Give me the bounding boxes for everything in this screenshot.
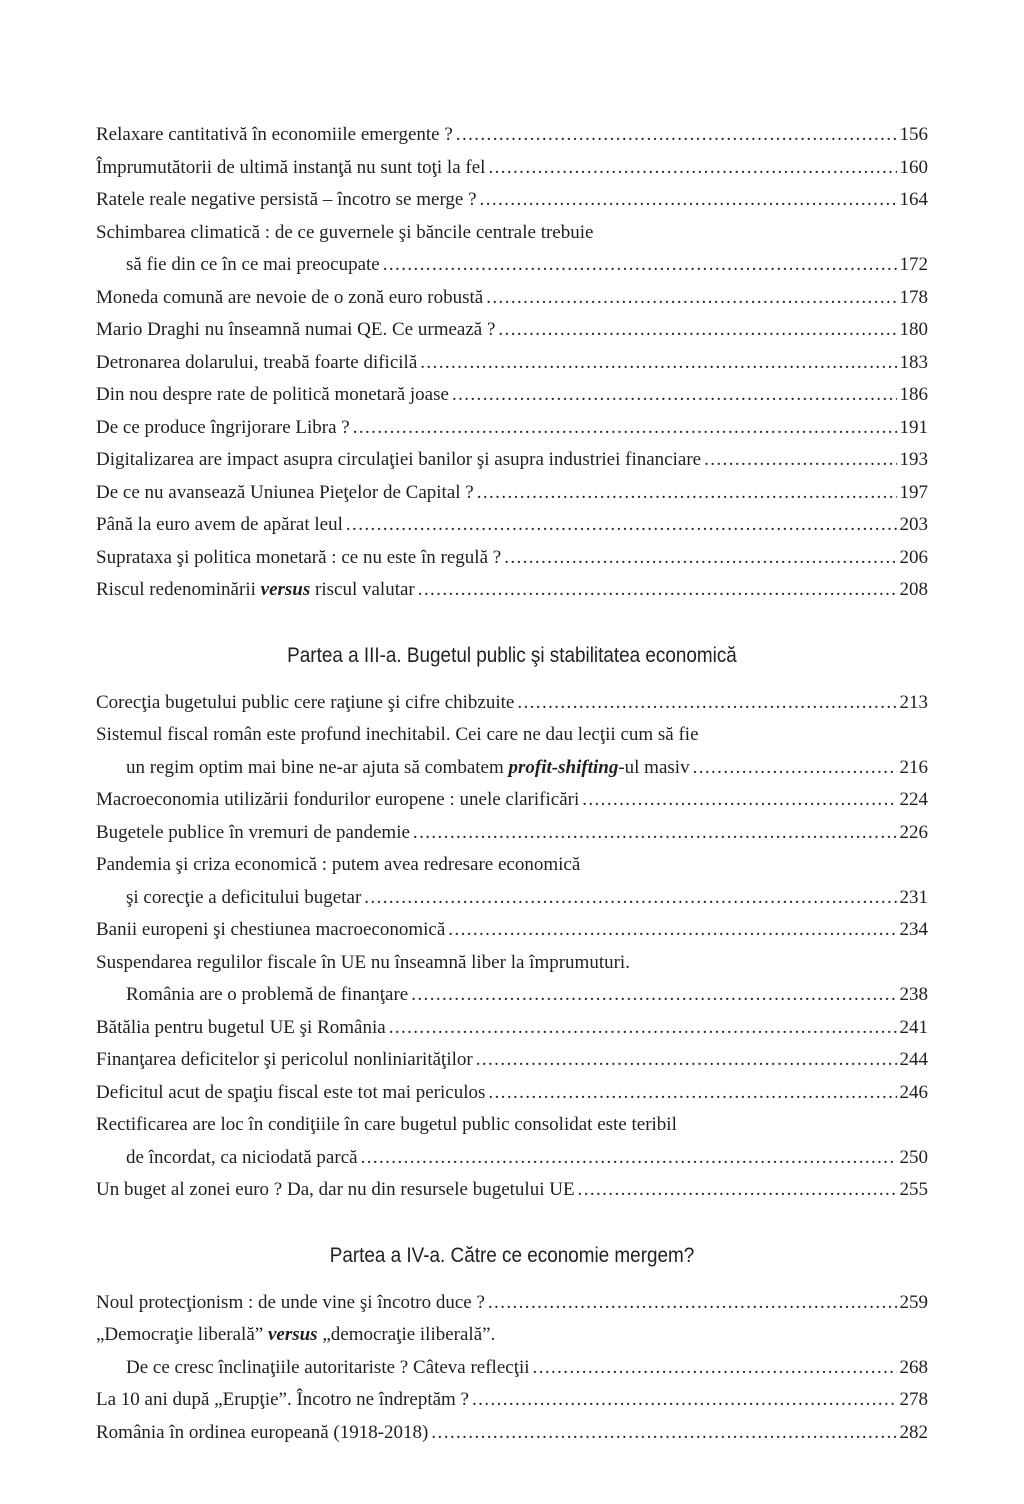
toc-entry[interactable] — [96, 542, 928, 575]
toc-entry[interactable] — [96, 444, 928, 477]
leader-dots — [488, 1077, 896, 1110]
toc-entry-title: Din nou despre rate de politică monetară joase — [96, 384, 449, 405]
toc-entry-page: 191 — [899, 416, 928, 438]
leader-dots — [448, 914, 896, 947]
toc-entry-title: Mario Draghi nu înseamnă numai QE. Ce urmează ? — [96, 319, 496, 340]
toc-entry-page: 193 — [899, 449, 928, 470]
toc-entry-title: Moneda comună are nevoie de o zonă euro robustă — [96, 286, 484, 308]
toc-entry[interactable] — [96, 719, 928, 784]
toc-entry[interactable] — [96, 119, 928, 152]
leader-dots — [517, 687, 896, 720]
toc-entry[interactable] — [96, 1174, 928, 1207]
toc-entry-page: 241 — [899, 1016, 928, 1038]
toc-entry-title-line1: „Democraţie liberală” versus „democraţie iliberală”. — [96, 1324, 496, 1345]
leader-dots — [418, 574, 897, 607]
leader-dots — [488, 152, 896, 185]
toc-entry-title: Finanţarea deficitelor şi pericolul nonliniarităţilor — [96, 1049, 473, 1070]
toc-entry[interactable] — [96, 1077, 928, 1110]
section-heading-part-3: Partea a III-a. Bugetul public şi stabilitatea economică — [287, 643, 737, 667]
toc-entry-title-line1: Schimbarea climatică : de ce guvernele şi băncile centrale trebuie — [96, 221, 594, 243]
toc-entry[interactable] — [96, 347, 928, 380]
toc-entry-page: 278 — [899, 1389, 928, 1410]
toc-entry-title: Digitalizarea are impact asupra circulaţiei banilor şi asupra industriei financiare — [96, 449, 702, 470]
leader-dots — [383, 249, 897, 282]
leader-dots — [420, 347, 896, 380]
toc-entry[interactable] — [96, 217, 928, 282]
toc-entry[interactable] — [96, 1287, 928, 1320]
leader-dots — [364, 882, 896, 915]
toc-entry-title: De ce nu avansează Uniunea Pieţelor de Capital ? — [96, 481, 474, 503]
toc-entry-title: Relaxare cantitativă în economiile emergente ? — [96, 124, 453, 145]
leader-dots — [476, 1044, 897, 1077]
leader-dots — [533, 1352, 897, 1385]
leader-dots — [498, 314, 896, 347]
toc-entry-page: 178 — [899, 286, 928, 308]
toc-entry-page: 206 — [899, 546, 928, 568]
toc-entry[interactable] — [96, 574, 928, 607]
toc-entry-title: să fie din ce în ce mai preocupate — [126, 254, 380, 275]
toc-entry-page: 255 — [899, 1179, 928, 1200]
leader-dots — [346, 509, 897, 542]
toc-entry-page: 234 — [899, 919, 928, 940]
toc-entry-page: 213 — [899, 691, 928, 713]
toc-entry-page: 216 — [899, 756, 928, 778]
toc-entry-title: Suprataxa şi politica monetară : ce nu este în regulă ? — [96, 546, 502, 568]
toc-entry-page: 156 — [899, 124, 928, 145]
leader-dots — [361, 1142, 897, 1175]
toc-entry-page: 238 — [899, 984, 928, 1005]
toc-entry[interactable] — [96, 914, 928, 947]
toc-entry[interactable] — [96, 947, 928, 1012]
leader-dots — [472, 1384, 897, 1417]
toc-entry-title: de încordat, ca niciodată parcă — [126, 1146, 358, 1168]
leader-dots — [693, 752, 897, 785]
toc-entry[interactable] — [96, 1319, 928, 1384]
toc-entry[interactable] — [96, 184, 928, 217]
toc-entry[interactable] — [96, 1044, 928, 1077]
toc-entry-page: 268 — [899, 1356, 928, 1378]
toc-entry[interactable] — [96, 412, 928, 445]
toc-entry[interactable] — [96, 849, 928, 914]
toc-entry-title: Detronarea dolarului, treabă foarte dificilă — [96, 351, 418, 373]
toc-entry-page: 186 — [899, 384, 928, 405]
toc-entry-page: 259 — [899, 1291, 928, 1313]
toc-entry-title-line1: Rectificarea are loc în condiţiile în care bugetul public consolidat este teribil — [96, 1114, 677, 1135]
toc-entry[interactable] — [96, 784, 928, 817]
toc-entry[interactable] — [96, 687, 928, 720]
toc-entry-title: Noul protecţionism : de unde vine şi încotro duce ? — [96, 1291, 485, 1313]
leader-dots — [456, 119, 897, 152]
toc-entry[interactable] — [96, 1109, 928, 1174]
toc-entry-title: un regim optim mai bine ne-ar ajuta să combatem profit-shifting-ul masiv — [126, 756, 690, 778]
leader-dots — [431, 1417, 896, 1450]
leader-dots — [413, 817, 897, 850]
toc-entry-title-line1: Suspendarea regulilor fiscale în UE nu înseamnă liber la împrumuturi. — [96, 951, 630, 973]
toc-entry-page: 172 — [899, 254, 928, 275]
leader-dots — [578, 1174, 897, 1207]
toc-entry-page: 160 — [899, 156, 928, 178]
leader-dots — [389, 1012, 897, 1045]
toc-entry-page: 164 — [899, 189, 928, 210]
toc-entry[interactable] — [96, 477, 928, 510]
toc-entry-page: 180 — [899, 319, 928, 340]
toc-entry-title-line1: Pandemia şi criza economică : putem avea redresare economică — [96, 854, 581, 875]
toc-entry-page: 197 — [899, 481, 928, 503]
leader-dots — [488, 1287, 897, 1320]
leader-dots — [582, 784, 896, 817]
leader-dots — [504, 542, 896, 575]
toc-entry-page: 203 — [899, 514, 928, 535]
toc-entry-title: La 10 ani după „Erupţie”. Încotro ne îndreptăm ? — [96, 1389, 469, 1410]
toc-entry-page: 208 — [899, 579, 928, 600]
toc-entry-page: 231 — [899, 886, 928, 908]
toc-entry[interactable] — [96, 817, 928, 850]
leader-dots — [480, 184, 897, 217]
toc-entry-page: 226 — [899, 821, 928, 843]
toc-entry[interactable] — [96, 282, 928, 315]
toc-entry-page: 246 — [899, 1081, 928, 1103]
toc-entry[interactable] — [96, 1384, 928, 1417]
toc-entry-title: Bătălia pentru bugetul UE şi România — [96, 1016, 386, 1038]
leader-dots — [353, 412, 897, 445]
toc-entry[interactable] — [96, 152, 928, 185]
toc-entry-title: Ratele reale negative persistă – încotro se merge ? — [96, 189, 477, 210]
toc-entry-page: 183 — [899, 351, 928, 373]
toc-entry[interactable] — [96, 314, 928, 347]
toc-entry[interactable] — [96, 1012, 928, 1045]
toc-entry[interactable] — [96, 509, 928, 542]
leader-dots — [704, 444, 896, 477]
section-heading-part-4: Partea a IV-a. Către ce economie mergem? — [329, 1243, 695, 1267]
toc-entry-title: Un buget al zonei euro ? Da, dar nu din resursele bugetului UE — [96, 1179, 575, 1200]
toc-entry[interactable] — [96, 1417, 928, 1450]
leader-dots — [452, 379, 897, 412]
toc-entry-page: 250 — [899, 1146, 928, 1168]
toc-entry-title: Riscul redenominării versus riscul valutar — [96, 579, 415, 600]
toc-entry-title: Până la euro avem de apărat leul — [96, 514, 343, 535]
toc-entry-title: Macroeconomia utilizării fondurilor europene : unele clarificări — [96, 789, 580, 810]
toc-entry-title-line1: Sistemul fiscal român este profund inechitabil. Cei care ne dau lecţii cum să fie — [96, 724, 699, 745]
leader-dots — [486, 282, 896, 315]
toc-entry-page: 282 — [899, 1421, 928, 1443]
toc-entry-title: De ce cresc înclinaţiile autoritariste ? Câteva reflecţii — [126, 1356, 530, 1378]
toc-entry-title: Corecţia bugetului public cere raţiune şi cifre chibzuite — [96, 691, 515, 713]
toc-entry-page: 224 — [899, 789, 928, 810]
toc-entry[interactable] — [96, 379, 928, 412]
toc-entry-title: De ce produce îngrijorare Libra ? — [96, 416, 350, 438]
toc-entry-title: Banii europeni şi chestiunea macroeconomică — [96, 919, 446, 940]
toc-entry-title: România are o problemă de finanţare — [126, 984, 409, 1005]
toc-entry-title: Împrumutătorii de ultimă instanţă nu sunt toţi la fel — [96, 156, 486, 178]
table-of-contents — [96, 119, 928, 1449]
leader-dots — [411, 979, 896, 1012]
toc-entry-title: România în ordinea europeană (1918-2018) — [96, 1421, 429, 1443]
leader-dots — [477, 477, 897, 510]
toc-entry-title: şi corecţie a deficitului bugetar — [126, 886, 362, 908]
toc-entry-title: Deficitul acut de spaţiu fiscal este tot mai periculos — [96, 1081, 486, 1103]
toc-entry-page: 244 — [899, 1049, 928, 1070]
toc-entry-title: Bugetele publice în vremuri de pandemie — [96, 821, 410, 843]
